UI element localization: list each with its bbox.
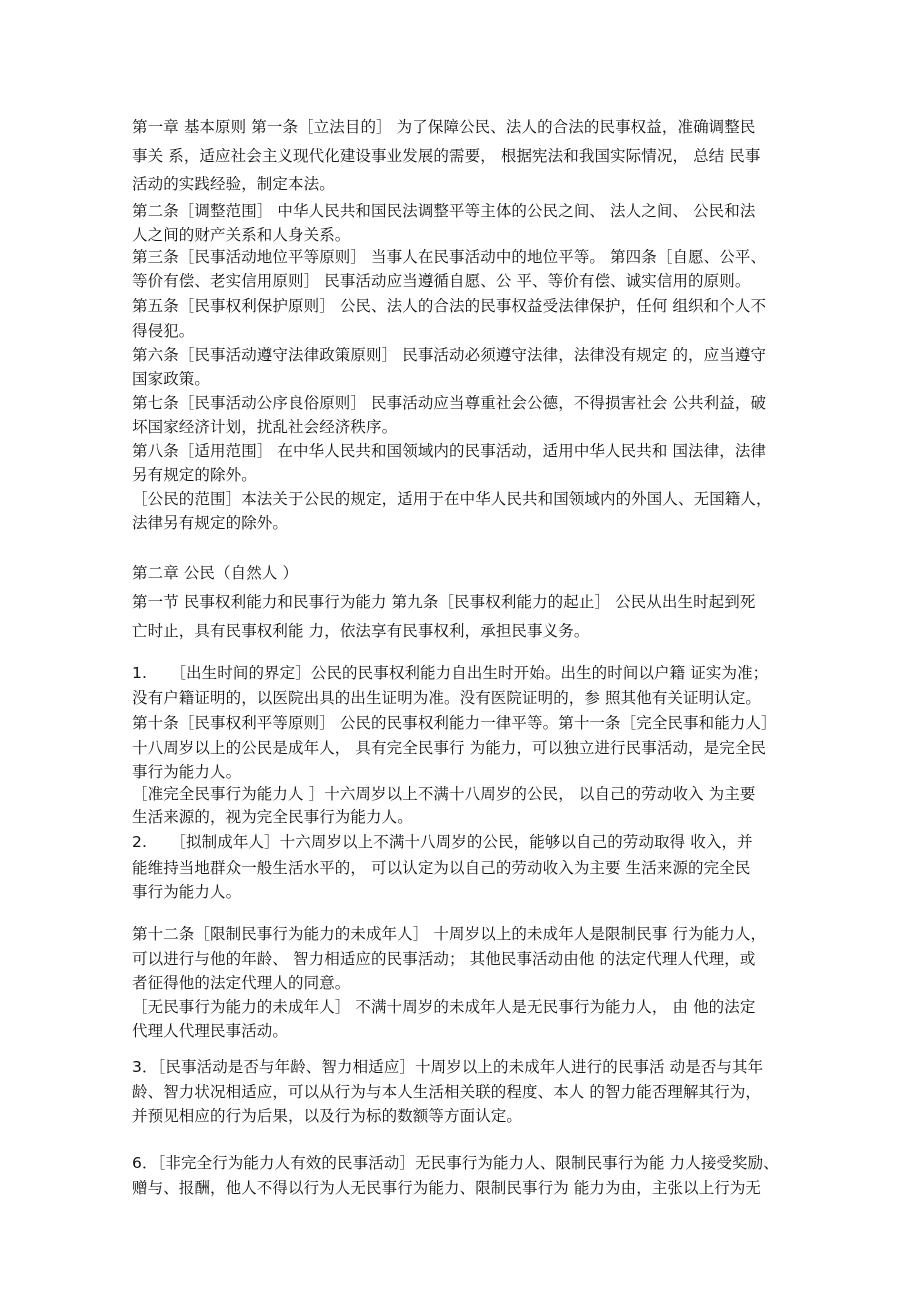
text-line: 龄、智力状况相适应，可以从行为与本人生活相关联的程度、本人 的智力能否理解其行为， — [132, 1083, 762, 1101]
text-line: 事行为能力人。 — [132, 763, 242, 781]
text-line: 事关 系，适应社会主义现代化建设事业发展的需要， 根据宪法和我国实际情况， 总结 民事 — [132, 147, 761, 165]
text-line: 者征得他的法定代理人的同意。 — [132, 974, 351, 992]
text-line: 第二条［调整范围］ 中华人民共和国民法调整平等主体的公民之间、 法人之间、 公民和法 — [132, 202, 756, 220]
text-line: 第一节 民事权利能力和民事行为能力 第九条［民事权利能力的起止］ 公民从出生时起到死 — [132, 593, 756, 611]
text-line: 可以进行与他的年龄、 智力相适应的民事活动； 其他民事活动由他 的法定代理人代理，或 — [132, 950, 756, 968]
text-line: 第一章 基本原则 第一条［立法目的］ 为了保障公民、法人的合法的民事权益，准确调整民 — [132, 118, 756, 136]
text-line: 第十条［民事权利平等原则］ 公民的民事权利能力一律平等。第十一条［完全民事和能力人］ — [132, 714, 777, 732]
chapter-heading: 第二章 公民（自然人 ） — [132, 564, 299, 582]
text-line: 十八周岁以上的公民是成年人， 具有完全民事行 为能力，可以独立进行民事活动，是完全民 — [132, 739, 767, 757]
text-line: 6．［非完全行为能力人有效的民事活动］无民事行为能力人、限制民事行为能 力人接受奖励、 — [132, 1154, 779, 1172]
text-line: ［准完全民事行为能力人 ］十六周岁以上不满十八周岁的公民， 以自己的劳动收入 为主要 — [132, 785, 756, 803]
text-line: 活动的实践经验，制定本法。 — [132, 175, 335, 193]
text-line: 人之间的财产关系和人身关系。 — [132, 226, 351, 244]
text-line: 代理人代理民事活动。 — [132, 1022, 289, 1040]
text-line: 第五条［民事权利保护原则］ 公民、法人的合法的民事权益受法律保护，任何 组织和个人不 — [132, 297, 767, 315]
text-line: 2. ［拟制成年人］十六周岁以上不满十八周岁的公民，能够以自己的劳动取得 收入，并 — [132, 833, 753, 851]
text-line: 3．［民事活动是否与年龄、智力相适应］十周岁以上的未成年人进行的民事活 动是否与其年 — [132, 1058, 764, 1076]
text-line: 1. ［出生时间的界定］公民的民事权利能力自出生时开始。出生的时间以户籍 证实为准； — [132, 664, 769, 682]
text-line: 第八条［适用范围］ 在中华人民共和国领域内的民事活动，适用中华人民共和 国法律，法律 — [132, 442, 767, 460]
text-line: 第六条［民事活动遵守法律政策原则］ 民事活动必须遵守法律，法律没有规定 的，应当遵守 — [132, 346, 767, 364]
text-line: 国家政策。 — [132, 370, 211, 388]
text-line: 另有规定的除外。 — [132, 466, 257, 484]
text-line: 生活来源的，视为完全民事行为能力人。 — [132, 808, 413, 826]
text-line: 没有户籍证明的，以医院出具的出生证明为准。没有医院证明的，参 照其他有关证明认定。 — [132, 689, 762, 707]
text-line: 第三条［民事活动地位平等原则］ 当事人在民事活动中的地位平等。 第四条［自愿、公平、 — [132, 248, 767, 266]
text-line: 亡时止，具有民事权利能 力，依法享有民事权利，承担民事义务。 — [132, 622, 590, 640]
text-line: ［公民的范围］本法关于公民的规定，适用于在中华人民共和国领域内的外国人、无国籍人， — [132, 490, 772, 508]
text-line: ［无民事行为能力的未成年人］ 不满十周岁的未成年人是无民事行为能力人， 由 他的法定 — [132, 998, 756, 1016]
text-line: 得侵犯。 — [132, 322, 195, 340]
text-line: 并预见相应的行为后果，以及行为标的数额等方面认定。 — [132, 1107, 523, 1125]
text-line: 事行为能力人。 — [132, 883, 242, 901]
text-line: 法律另有规定的除外。 — [132, 514, 289, 532]
text-line: 坏国家经济计划，扰乱社会经济秩序。 — [132, 418, 398, 436]
text-line: 第七条［民事活动公序良俗原则］ 民事活动应当尊重社会公德，不得损害社会 公共利益，破 — [132, 394, 767, 412]
text-line: 能维持当地群众一般生活水平的， 可以认定为以自己的劳动收入为主要 生活来源的完全民 — [132, 859, 751, 877]
text-line: 赠与、报酬，他人不得以行为人无民事行为能力、限制民事行为 能力为由，主张以上行为无 — [132, 1179, 762, 1197]
text-line: 第十二条［限制民事行为能力的未成年人］ 十周岁以上的未成年人是限制民事 行为能力人， — [132, 925, 767, 943]
text-line: 等价有偿、老实信用原则］ 民事活动应当遵循自愿、公 平、等价有偿、诚实信用的原则。 — [132, 272, 751, 290]
